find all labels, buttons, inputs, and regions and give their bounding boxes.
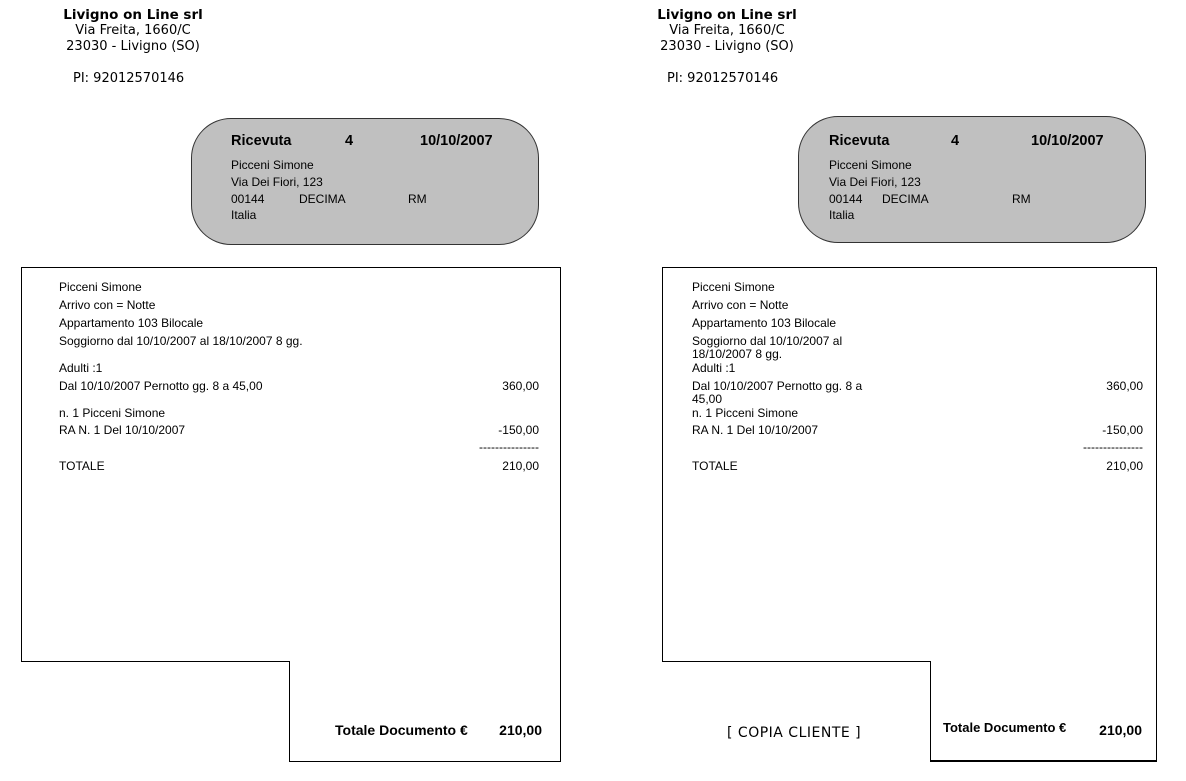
frame-bottom: [289, 761, 561, 762]
night-line1: Dal 10/10/2007 Pernotto gg. 8 a: [692, 379, 863, 393]
arrival-info: Arrivo con = Notte: [692, 298, 789, 312]
receipt-date: 10/10/2007: [420, 133, 493, 149]
copy-label: [ COPIA CLIENTE ]: [727, 725, 862, 741]
company-city: 23030 - Livigno (SO): [66, 39, 200, 54]
recipient-street: Via Dei Fiori, 123: [231, 175, 323, 189]
stay-info-line2: 18/10/2007 8 gg.: [692, 347, 783, 361]
recipient-name: Picceni Simone: [829, 158, 912, 172]
frame-bottom: [930, 760, 1157, 762]
company-address: Via Freita, 1660/C: [669, 23, 785, 38]
ra-amount: -150,00: [1102, 423, 1143, 437]
night-amount: 360,00: [502, 379, 539, 393]
receipt-number: 4: [951, 133, 960, 149]
company-vat: PI: 92012570146: [73, 71, 185, 86]
frame-right: [1156, 267, 1157, 762]
total-amount: 210,00: [502, 459, 539, 473]
recipient-city: DECIMA: [882, 192, 929, 206]
receipt-date: 10/10/2007: [1031, 133, 1104, 149]
frame-inner-left: [289, 661, 290, 762]
frame-left: [662, 267, 663, 662]
ra-amount: -150,00: [498, 423, 539, 437]
separator: ---------------: [1083, 440, 1143, 454]
separator: ---------------: [479, 440, 539, 454]
recipient-country: Italia: [829, 208, 855, 222]
person-line: n. 1 Picceni Simone: [59, 406, 166, 420]
receipt-label: Ricevuta: [829, 133, 890, 149]
frame-right: [560, 267, 561, 762]
adults-count: Adulti :1: [692, 361, 736, 375]
recipient-city: DECIMA: [299, 192, 346, 206]
stay-info-line1: Soggiorno dal 10/10/2007 al: [692, 334, 843, 348]
company-vat: PI: 92012570146: [667, 71, 779, 86]
doc-total-label: Totale Documento €: [335, 722, 468, 738]
recipient-province: RM: [1012, 192, 1031, 206]
stay-info: Soggiorno dal 10/10/2007 al 18/10/2007 8 gg.: [59, 334, 303, 348]
apartment-info: Appartamento 103 Bilocale: [59, 316, 204, 330]
guest-name: Picceni Simone: [59, 280, 142, 294]
company-address: Via Freita, 1660/C: [75, 23, 191, 38]
doc-total-amount: 210,00: [499, 722, 542, 738]
total-label: TOTALE: [59, 459, 105, 473]
night-amount: 360,00: [1106, 379, 1143, 393]
arrival-info: Arrivo con = Notte: [59, 298, 156, 312]
doc-total-label: Totale Documento €: [943, 720, 1067, 735]
night-line2: 45,00: [692, 392, 723, 406]
recipient-province: RM: [408, 192, 427, 206]
company-city: 23030 - Livigno (SO): [660, 39, 794, 54]
ra-line: RA N. 1 Del 10/10/2007: [59, 423, 186, 437]
company-name: Livigno on Line srl: [657, 7, 797, 23]
recipient-zip: 00144: [829, 192, 863, 206]
adults-count: Adulti :1: [59, 361, 103, 375]
ra-line: RA N. 1 Del 10/10/2007: [692, 423, 819, 437]
recipient-name: Picceni Simone: [231, 158, 314, 172]
guest-name: Picceni Simone: [692, 280, 775, 294]
frame-top: [21, 267, 561, 268]
person-line: n. 1 Picceni Simone: [692, 406, 799, 420]
total-amount: 210,00: [1106, 459, 1143, 473]
company-name: Livigno on Line srl: [63, 7, 203, 23]
frame-step: [662, 661, 931, 662]
recipient-street: Via Dei Fiori, 123: [829, 175, 921, 189]
night-line: Dal 10/10/2007 Pernotto gg. 8 a 45,00: [59, 379, 263, 393]
recipient-country: Italia: [231, 208, 257, 222]
doc-total-amount: 210,00: [1099, 722, 1142, 738]
total-label: TOTALE: [692, 459, 738, 473]
frame-left: [21, 267, 22, 662]
frame-step: [21, 661, 290, 662]
apartment-info: Appartamento 103 Bilocale: [692, 316, 837, 330]
receipt-number: 4: [345, 133, 354, 149]
frame-top: [662, 267, 1157, 268]
frame-inner-left: [930, 661, 931, 762]
recipient-zip: 00144: [231, 192, 265, 206]
receipt-label: Ricevuta: [231, 133, 292, 149]
